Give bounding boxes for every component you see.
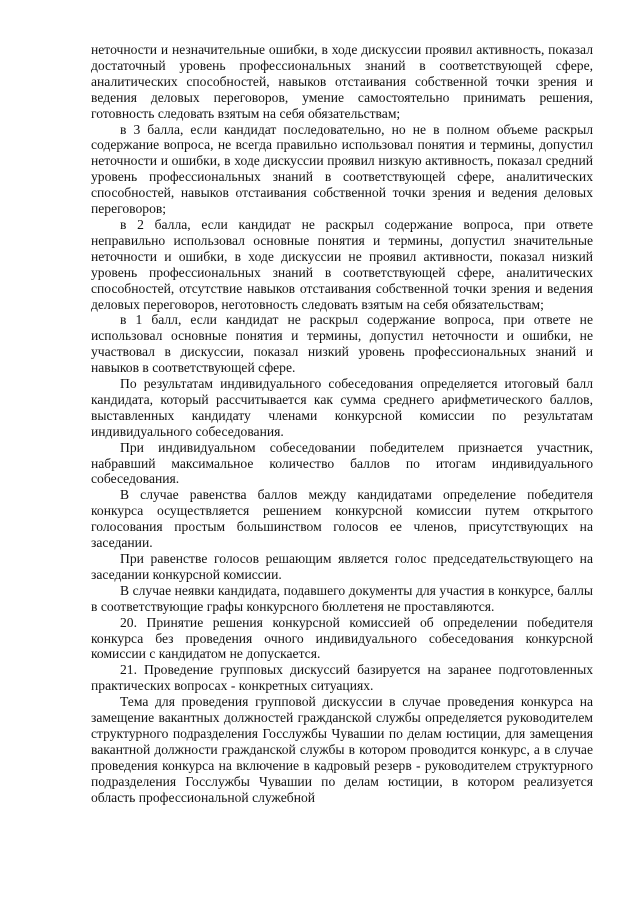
paragraph-item-20: 20. Принятие решения конкурсной комиссией об определении победителя конкурса без проведения очного индивидуального собеседования конкурсной комиссии с кандидатом не допускается. (91, 614, 593, 662)
paragraph-tie: В случае равенства баллов между кандидатами определение победителя конкурса осуществляется решением конкурсной комиссии путем открытого голосования простым большинством голосов ее членов, присутствующих на заседании. (91, 487, 593, 551)
paragraph-total-score: По результатам индивидуального собеседования определяется итоговый балл кандидата, который рассчитывается как сумма среднего арифметического баллов, выставленных кандидату членами конкурсной комиссии по результатам индивидуального собеседования. (91, 376, 593, 439)
paragraph-score-3: в 3 балла, если кандидат последовательно, но не в полном объеме раскрыл содержание вопроса, не всегда правильно использовал понятия и термины, допустил неточности и ошибки, в ходе дискуссии проявил низкую активность, показал средний уровень профессиональных знаний в соответствующей сфере, аналитических способностей, навыков отстаивания собственной точки зрения и ведения деловых переговоров; (91, 121, 593, 217)
paragraph-score-1: в 1 балл, если кандидат не раскрыл содержание вопроса, при ответе не использовал основные понятия и термины, допустил неточности и ошибки, не участвовал в дискуссии, показал низкий уровень профессиональных знаний и навыков в соответствующей сфере. (91, 312, 593, 376)
paragraph-score-2: в 2 балла, если кандидат не раскрыл содержание вопроса, при ответе неправильно использовал основные понятия и термины, допустил значительные неточности и ошибки, в ходе дискуссии не проявил активности, показал низкий уровень профессиональных знаний в соответствующей сфере, аналитических способностей, отсутствие навыков отстаивания собственной точки зрения и ведения деловых переговоров, неготовность следовать взятым на себя обязательствам; (91, 216, 593, 312)
paragraph-item-21: 21. Проведение групповых дискуссий базируется на заранее подготовленных практических вопросах - конкретных ситуациях. (91, 662, 593, 694)
paragraph-no-show: В случае неявки кандидата, подавшего документы для участия в конкурсе, баллы в соответствующие графы конкурсного бюллетеня не проставляются. (91, 582, 593, 614)
document-body (91, 42, 593, 806)
paragraph-discussion-topic: Тема для проведения групповой дискуссии в случае проведения конкурса на замещение вакантных должностей гражданской службы определяется руководителем структурного подразделения Госслужбы Чувашии по делам юстиции, для замещения вакантной должности гражданской службы в котором проводится конкурс, а в случае проведения конкурса на включение в кадровый резерв - руководителем структурного подразделения Госслужбы Чувашии по делам юстиции, в котором реализуется область профессиональной служебной (91, 694, 593, 805)
paragraph-continuation: неточности и незначительные ошибки, в ходе дискуссии проявил активность, показал достаточный уровень профессиональных знаний в соответствующей сфере, аналитических способностей, навыков отстаивания собственной точки зрения и ведения деловых переговоров, умение самостоятельно принимать решения, готовность следовать взятым на себя обязательствам; (91, 42, 593, 121)
paragraph-winner: При индивидуальном собеседовании победителем признается участник, набравший максимальное количество баллов по итогам индивидуального собеседования. (91, 439, 593, 487)
paragraph-vote-tie: При равенстве голосов решающим является голос председательствующего на заседании конкурсной комиссии. (91, 551, 593, 582)
